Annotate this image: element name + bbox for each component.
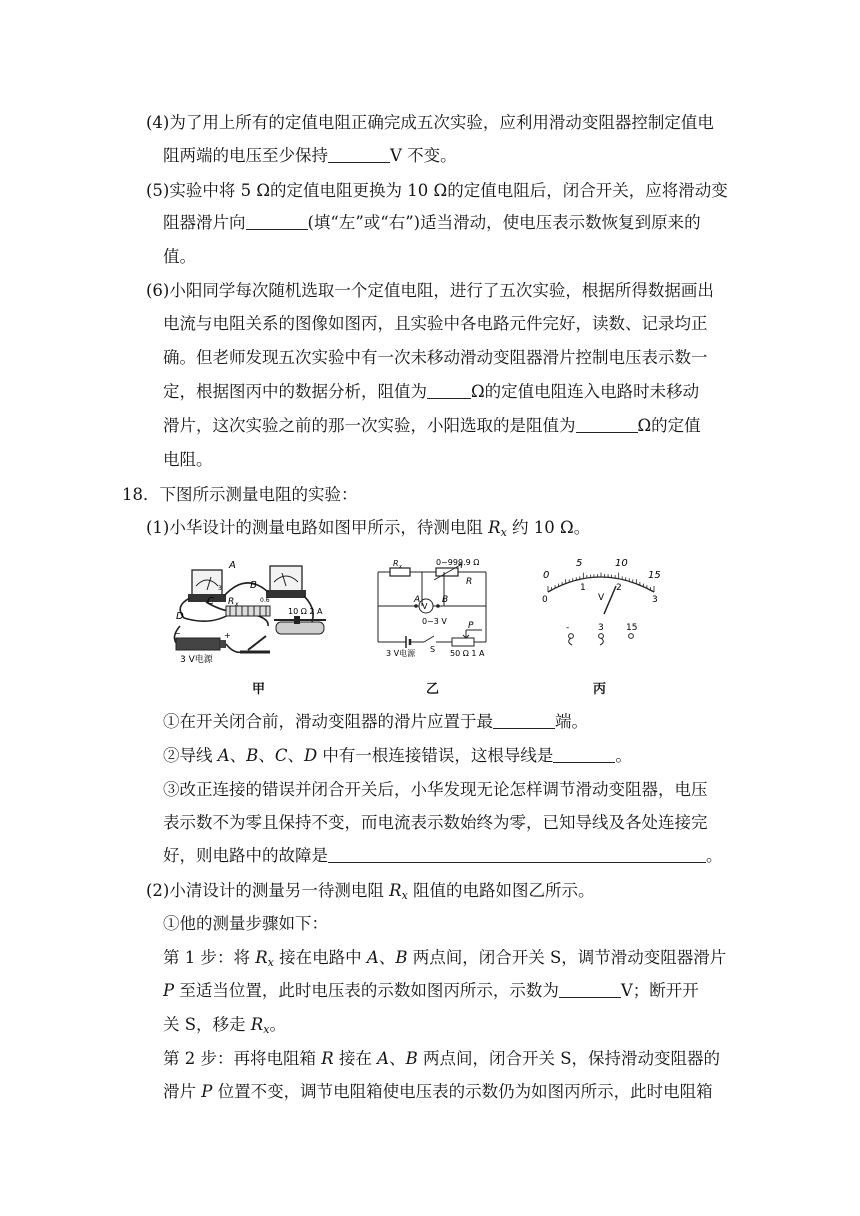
q6-text-a: 定，根据图丙中的数据分析，阻值为 xyxy=(163,382,427,401)
point-b: B xyxy=(395,948,408,967)
point-b-2: B xyxy=(405,1049,418,1068)
q6-line-1: (6)小阳同学每次随机选取一个定值电阻，进行了五次实验，根据所得数据画出 xyxy=(146,281,714,300)
wire-label-c: C xyxy=(207,596,214,607)
rx-label-sub: x xyxy=(399,564,402,570)
figure-yi-caption: 乙 xyxy=(426,682,440,697)
q18-1-3-line-3 xyxy=(163,845,723,867)
terminal-15: 15 xyxy=(626,623,638,633)
q18-1-2-text: ②导线 xyxy=(163,746,218,765)
terminal-3: 3 xyxy=(598,623,604,633)
q6-answer-blank-2[interactable] xyxy=(576,416,638,433)
wire-a: A xyxy=(217,746,230,765)
s1-text-d: 至适当位置，此时电压表的示数如图丙所示，示数为 xyxy=(174,981,559,1000)
q4-text: 阻两端的电压至少保持 xyxy=(163,146,328,165)
q18-p2-end: 阻值的电路如图乙所示。 xyxy=(407,881,595,900)
q18-1-1 xyxy=(163,711,588,733)
point-a: A xyxy=(366,948,379,967)
s2-text-a: 第 2 步：再将电阻箱 xyxy=(163,1049,322,1068)
terminal-3-label: 3 xyxy=(218,585,222,592)
q6-line-5 xyxy=(163,415,701,437)
resistance-box-label: 0~999.9 Ω xyxy=(436,558,480,567)
sep-3: 、 xyxy=(287,746,304,765)
rx-label: R xyxy=(393,559,399,568)
rheostat-label: 10 Ω 2 A xyxy=(288,607,323,616)
wire-d: D xyxy=(303,746,318,765)
meter-unit: V xyxy=(598,593,605,603)
q5-text-end: (填“左”或“右”)适当滑动，使电压表示数恢复到原来的 xyxy=(307,213,701,232)
q18-1-3-text: 好，则电路中的故障是 xyxy=(163,846,328,865)
figure-yi xyxy=(372,556,492,662)
q18-p1-end: 约 10 Ω。 xyxy=(506,518,591,537)
q18-2-step1-line-3 xyxy=(163,1014,286,1041)
q18-1-3-line-2: 表示数不为零且保持不变，而电流表示数始终为零，已知导线及各处连接完 xyxy=(163,813,708,832)
rx-subscript: x xyxy=(500,526,507,539)
figure-bing xyxy=(536,556,668,646)
q6-line-2: 电流与电阻关系的图像如图丙，且实验中各电路元件完好，读数、记录均正 xyxy=(163,314,708,333)
s2-text-c: 两点间，闭合开关 S，保持滑动变阻器的 xyxy=(417,1049,721,1068)
bottom-tick-2: 2 xyxy=(616,583,622,593)
bottom-tick-1: 1 xyxy=(580,583,586,593)
terminal-06-label: 0.6 xyxy=(260,597,270,604)
rx-subscript-2: x xyxy=(401,889,408,902)
rx-label: R xyxy=(228,597,235,607)
top-tick-5: 5 xyxy=(576,558,583,569)
q4-text-end: V 不变。 xyxy=(390,146,457,165)
s1-text-f: 关 S，移走 xyxy=(163,1015,251,1034)
plus-label: + xyxy=(224,631,231,640)
q18-1-1-blank[interactable] xyxy=(493,712,555,729)
source-label: 3 V电源 xyxy=(180,655,213,665)
slider-p: P xyxy=(163,981,175,1000)
q18-2-step2-line-1 xyxy=(163,1048,720,1070)
q5-line-2 xyxy=(163,212,701,234)
minus-label: − xyxy=(174,629,181,638)
bottom-tick-3: 3 xyxy=(652,595,658,605)
q6-text-c: 滑片，这次实验之前的那一次实验，小阳选取的是阻值为 xyxy=(163,416,576,435)
point-a-2: A xyxy=(377,1049,390,1068)
bottom-tick-0: 0 xyxy=(542,595,548,605)
q5-line-1: (5)实验中将 5 Ω的定值电阻更换为 10 Ω的定值电阻后，闭合开关，应将滑动变 xyxy=(146,181,728,200)
s2-text-b: 接在 xyxy=(333,1049,378,1068)
figure-jia-caption: 甲 xyxy=(252,682,266,697)
q18-1-2-end: 。 xyxy=(615,746,632,765)
wire-label-d: D xyxy=(176,611,184,622)
wire-b: B xyxy=(246,746,259,765)
rx-subscript-4: x xyxy=(263,1023,270,1036)
wire-c: C xyxy=(274,746,288,765)
q18-p2-text: (2)小清设计的测量另一待测电阻 xyxy=(146,881,390,900)
q18-2-steps: ①他的测量步骤如下： xyxy=(163,914,328,933)
q4-answer-blank[interactable] xyxy=(328,146,390,163)
q6-line-6: 电阻。 xyxy=(163,450,213,469)
sep-1: 、 xyxy=(229,746,247,765)
q18-2-step1-line-1 xyxy=(163,947,726,974)
top-tick-10: 10 xyxy=(615,558,628,569)
q18-1-2-blank[interactable] xyxy=(553,746,615,763)
q18-1-1-text: ①在开关闭合前，滑动变阻器的滑片应置于最 xyxy=(163,712,493,731)
rx-label-sub: x xyxy=(235,601,239,608)
terminal-minus: - xyxy=(566,623,570,633)
sep-2: 、 xyxy=(258,746,275,765)
rx-symbol-4: R xyxy=(250,1015,264,1034)
rx-subscript-3: x xyxy=(267,956,274,969)
q18-1-3-end: 。 xyxy=(706,846,723,865)
sep-4: 、 xyxy=(378,948,396,967)
q18-1-3-blank[interactable] xyxy=(328,846,706,863)
q5-line-3: 值。 xyxy=(163,247,196,266)
q18-1-2-mid: 中有一根连接错误，这根导线是 xyxy=(317,746,554,765)
rheostat-label: 50 Ω 1 A xyxy=(450,649,485,658)
rx-symbol-3: R xyxy=(255,948,268,967)
resistance-box-r: R xyxy=(466,577,473,587)
s1-text-e: V；断开开 xyxy=(620,981,699,1000)
rx-symbol-2: R xyxy=(389,881,402,900)
figure-bing-caption: 丙 xyxy=(593,682,607,697)
top-tick-0: 0 xyxy=(543,570,550,581)
q5-answer-blank[interactable] xyxy=(246,213,308,230)
point-a-label: A xyxy=(414,595,421,605)
q18-1-2 xyxy=(163,745,632,767)
q6-text-b: Ω的定值电阻连入电路时未移动 xyxy=(471,382,700,401)
voltmeter-range: 0~3 V xyxy=(422,617,447,626)
q6-text-d: Ω的定值 xyxy=(637,416,701,435)
s2-text-e: 位置不变，调节电阻箱使电压表的示数仍为如图丙所示，此时电阻箱 xyxy=(212,1082,713,1101)
q18-2-step2-line-2 xyxy=(163,1081,713,1103)
s1-text-a: 第 1 步：将 xyxy=(163,948,256,967)
s1-text-g: 。 xyxy=(269,1015,286,1034)
q4-line-2 xyxy=(163,145,457,167)
q18-1-1-end: 端。 xyxy=(555,712,588,731)
q18-title: 18．下图所示测量电阻的实验： xyxy=(122,485,358,504)
voltmeter-v: V xyxy=(422,602,428,611)
point-b-label: B xyxy=(442,595,449,605)
q6-answer-blank-1[interactable] xyxy=(427,382,471,399)
q18-1-3-line-1: ③改正连接的错误并闭合开关后，小华发现无论怎样调节滑动变阻器，电压 xyxy=(163,780,708,799)
q5-text: 阻器滑片向 xyxy=(163,213,246,232)
switch-s-label: S xyxy=(430,645,436,654)
s1-text-c: 两点间，闭合开关 S，调节滑动变阻器滑片 xyxy=(407,948,727,967)
wire-label-b: B xyxy=(250,580,257,591)
q18-part-2 xyxy=(146,880,595,907)
s2-text-d: 滑片 xyxy=(163,1082,202,1101)
wire-label-a: A xyxy=(229,560,236,571)
meter-needle xyxy=(604,586,616,614)
q18-2-step1-line-2 xyxy=(163,980,699,1002)
figure-jia xyxy=(170,556,348,668)
rx-symbol: R xyxy=(488,518,501,537)
top-tick-15: 15 xyxy=(648,570,661,581)
q18-part-1 xyxy=(146,517,590,544)
s1-text-b: 接在电路中 xyxy=(273,948,367,967)
source-label: 3 V电源 xyxy=(386,649,416,658)
q6-line-3: 确。但老师发现五次实验中有一次未移动滑动变阻器滑片控制电压表示数一 xyxy=(163,348,708,367)
sep-5: 、 xyxy=(389,1049,406,1068)
q18-p1-text: (1)小华设计的测量电路如图甲所示，待测电阻 xyxy=(146,518,489,537)
q18-2-voltage-blank[interactable] xyxy=(559,981,621,998)
q6-line-4 xyxy=(163,381,699,403)
slider-p-2: P xyxy=(201,1082,213,1101)
box-r: R xyxy=(321,1049,334,1068)
q4-line-1: (4)为了用上所有的定值电阻正确完成五次实验，应利用滑动变阻器控制定值电 xyxy=(146,113,714,132)
slider-p-label: P xyxy=(468,621,474,631)
